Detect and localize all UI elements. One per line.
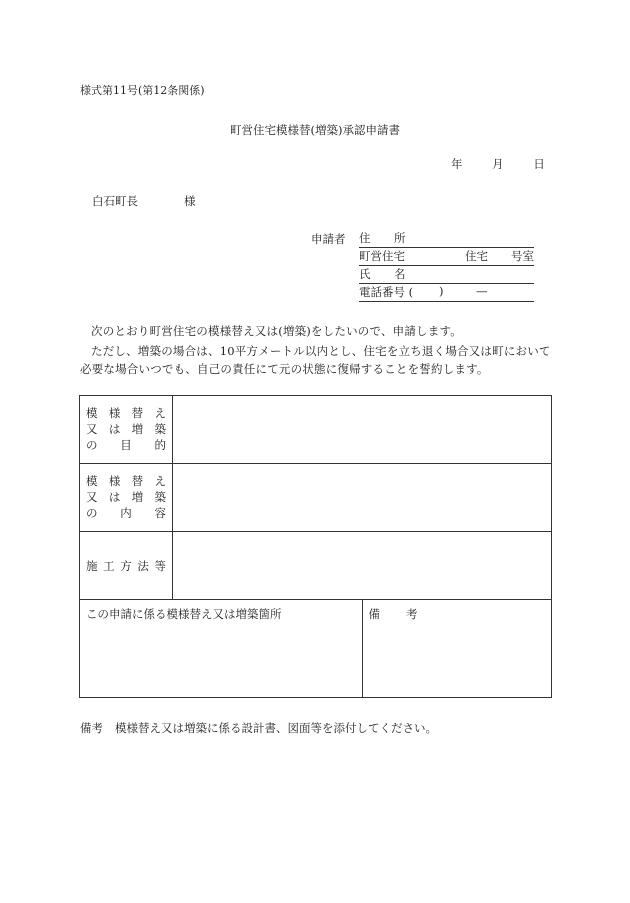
purpose-input-cell[interactable] — [173, 396, 552, 464]
housing-label: 町営住宅 — [359, 249, 405, 263]
phone-dash: — — [476, 284, 488, 298]
addressee-honorific: 様 — [184, 194, 196, 208]
content-label-cell — [80, 464, 173, 532]
housing-unit-label: 住宅 — [465, 249, 488, 263]
method-input-cell[interactable] — [173, 532, 552, 600]
content-label-line-1: 模 様 替 え — [86, 474, 166, 488]
content-label-line-2: 又 は 増 築 — [86, 490, 166, 504]
applicant-name-field[interactable] — [359, 266, 534, 284]
footnote-text: 模様替え又は増築に係る設計書、図面等を添付してください。 — [115, 721, 437, 735]
purpose-label-line-3: の 目 的 — [86, 438, 166, 452]
applicant-phone-field[interactable] — [359, 284, 534, 302]
body-line-3: 必要な場合いつでも、自己の責任にて元の状態に復帰することを誓約します。 — [80, 362, 489, 376]
purpose-label-line-1: 模 様 替 え — [86, 406, 166, 420]
applicant-housing-field[interactable] — [359, 248, 534, 266]
footnote — [80, 720, 437, 736]
address-label-1: 住 — [359, 231, 371, 245]
addressee-name: 白石町長 — [92, 194, 138, 208]
phone-paren-close: ) — [439, 284, 444, 298]
form-number: 様式第11号(第12条関係) — [80, 84, 205, 97]
method-label-cell — [80, 532, 173, 600]
purpose-label-line-2: 又 は 増 築 — [86, 422, 166, 436]
name-label-2: 名 — [394, 267, 406, 281]
footnote-title: 備考 — [80, 721, 103, 735]
remarks-label: 備 考 — [368, 607, 418, 621]
application-table — [79, 395, 552, 698]
room-number-label: 号室 — [511, 249, 534, 263]
method-label: 施 工 方 法 等 — [86, 558, 166, 573]
body-line-1: 次のとおり町営住宅の模様替え又は(増築)をしたいので、申請します。 — [91, 324, 462, 338]
document-title: 町営住宅模様替(増築)承認申請書 — [230, 123, 400, 137]
applicant-label: 申請者 — [311, 232, 346, 246]
applicant-address-field[interactable] — [359, 230, 534, 248]
date-day-label: 日 — [533, 157, 545, 171]
date-month-label: 月 — [492, 157, 504, 171]
date-line — [451, 156, 545, 172]
phone-label: 電話番号 ( — [359, 285, 414, 299]
address-label-2: 所 — [394, 231, 406, 245]
name-label-1: 氏 — [359, 267, 371, 281]
body-line-2: ただし、増築の場合は、10平方メートル以内とし、住宅を立ち退く場合又は町において — [91, 344, 551, 358]
content-input-cell[interactable] — [173, 464, 552, 532]
remarks-cell[interactable] — [362, 600, 552, 698]
addressee — [92, 193, 196, 209]
content-label-line-3: の 内 容 — [86, 506, 166, 520]
location-cell[interactable] — [80, 600, 363, 698]
date-year-label: 年 — [451, 157, 463, 171]
purpose-label-cell — [80, 396, 173, 464]
location-label: この申請に係る模様替え又は増築箇所 — [86, 607, 282, 621]
